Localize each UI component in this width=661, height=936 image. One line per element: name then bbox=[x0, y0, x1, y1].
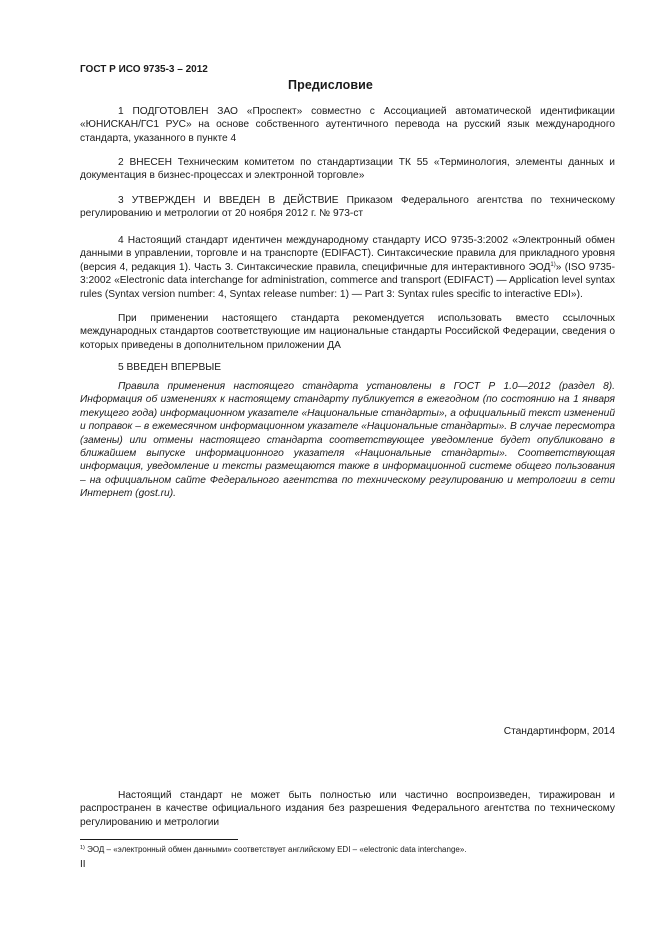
footnote-ref: 1) bbox=[550, 261, 556, 268]
footnote bbox=[80, 845, 467, 854]
publisher: Стандартинформ, 2014 bbox=[503, 726, 615, 737]
footnote-text: ЭОД – «электронный обмен данными» соответствует английскому EDI – «electronic data interchange». bbox=[84, 845, 467, 854]
section-2: 2 ВНЕСЕН Техническим комитетом по стандартизации ТК 55 «Терминология, элементы данных и документация в бизнес-процессах и электронной торговле» bbox=[80, 157, 615, 182]
page-number: II bbox=[80, 859, 86, 870]
section-3: 3 УТВЕРЖДЕН И ВВЕДЕН В ДЕЙСТВИЕ Приказом Федерального агентства по техническому регулированию и метрологии от 20 ноября 2012 г. № 973-ст bbox=[80, 195, 615, 220]
section-5: 5 ВВЕДЕН ВПЕРВЫЕ bbox=[118, 362, 222, 373]
copyright-notice: Настоящий стандарт не может быть полностью или частично воспроизведен, тиражирован и распространен в качестве официального издания без разрешения Федерального агентства по техническому регулированию и метрологии bbox=[80, 790, 615, 828]
section-1: 1 ПОДГОТОВЛЕН ЗАО «Проспект» совместно с Ассоциацией автоматической идентификации «ЮНИСКАН/ГС1 РУС» на основе собственного аутентичного перевода на русский язык международного стандарта, указанного в пункте 4 bbox=[80, 106, 615, 144]
footnote-divider bbox=[80, 839, 238, 840]
footnote-marker: 1) bbox=[80, 845, 85, 851]
section-4 bbox=[80, 234, 615, 301]
section-4-note: При применении настоящего стандарта рекомендуется использовать вместо ссылочных международных стандартов соответствующие им национальные стандарты Российской Федерации, сведения о которых приведены в дополнительном приложении ДА bbox=[80, 313, 615, 351]
page-title: Предисловие bbox=[288, 78, 373, 92]
document-code: ГОСТ Р ИСО 9735-3 – 2012 bbox=[80, 64, 208, 75]
section-4-text: 4 Настоящий стандарт идентичен международному стандарту ИСО 9735-3:2002 «Электронный обмен данными в управлении, торговле и на транспорте (EDIFACT). Синтаксические правила для прикладного уровня (версия 4, редакция 1). Часть 3. Синтаксические правила, специфичные для интерактивного ЭОД bbox=[80, 235, 615, 273]
section-4-text-cont: » (ISO 9735-3:2002 «Electronic data interchange for administration, commerce and transport (EDIFACT) — Application level syntax rules (Syntax version number: 4, Syntax release number: 1) — Part 3: Syntax rules specific to interactive EDI»). bbox=[80, 261, 615, 300]
application-rules: Правила применения настоящего стандарта установлены в ГОСТ Р 1.0—2012 (раздел 8). Информация об изменениях к настоящему стандарту публикуется в ежегодном (по состоянию на 1 января текущего года) информационном указателе «Национальные стандарты», а официальный текст изменений и поправок – в ежемесячном информационном указателе «Национальные стандарты». В случае пересмотра (замены) или отмены настоящего стандарта соответствующее уведомление будет опубликовано в ближайшем выпуске информационного указателя «Национальные стандарты». Соответствующая информация, уведомление и тексты размещаются также в информационной системе общего пользования – на официальном сайте Федерального агентства по техническому регулированию и метрологии в сети Интернет (gost.ru). bbox=[80, 381, 615, 500]
